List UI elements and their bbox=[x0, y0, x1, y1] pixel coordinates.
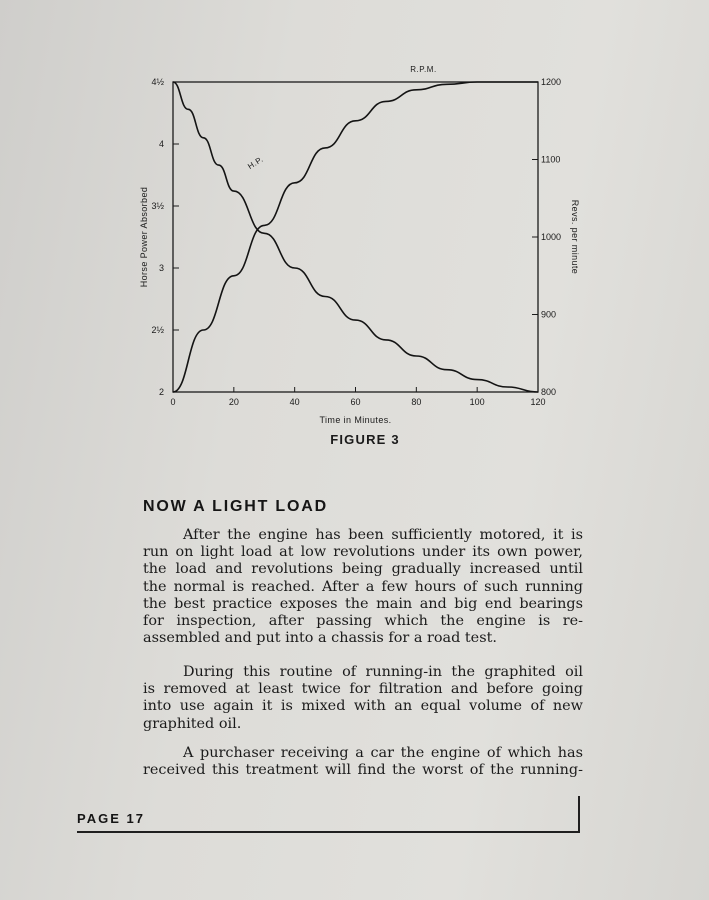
paragraph-1 bbox=[143, 527, 583, 647]
x-tick-label: 80 bbox=[411, 397, 422, 407]
paragraph-line: A purchaser receiving a car the engine of which has bbox=[183, 745, 583, 761]
y-tick-label-left: 2½ bbox=[151, 325, 164, 335]
footer-rule-vertical bbox=[578, 796, 580, 833]
paragraph-line: graphited oil. bbox=[143, 715, 242, 732]
x-tick-label: 40 bbox=[289, 397, 300, 407]
paragraph-3 bbox=[143, 745, 583, 779]
paragraph-line: received this treatment will find the worst of the running- bbox=[143, 762, 583, 779]
paragraph-line: into use again it is mixed with an equal volume of new bbox=[143, 698, 583, 715]
paragraph-line: for inspection, after passing which the engine is re- bbox=[143, 613, 583, 630]
x-tick-label: 100 bbox=[469, 397, 485, 407]
paragraph-line: run on light load at low revolutions under its own power, bbox=[143, 544, 583, 561]
paragraph-line: After the engine has been sufficiently motored, it is bbox=[183, 527, 583, 543]
chart-svg bbox=[120, 64, 600, 430]
x-tick-label: 20 bbox=[228, 397, 239, 407]
paragraph-2 bbox=[143, 664, 583, 733]
paragraph-line: assembled and put into a chassis for a road test. bbox=[143, 630, 497, 647]
y-tick-label-right: 900 bbox=[541, 309, 557, 320]
y-tick-label-left: 2 bbox=[158, 387, 164, 397]
y-axis-title-left: Horse Power Absorbed bbox=[139, 186, 149, 288]
figure-caption: FIGURE 3 bbox=[330, 432, 400, 447]
paragraph-line: During this routine of running-in the graphited oil bbox=[183, 664, 583, 680]
series-line-rpm bbox=[173, 82, 538, 392]
y-tick-label-left: 3 bbox=[158, 263, 164, 273]
x-tick-label: 60 bbox=[350, 397, 361, 407]
plot-frame bbox=[173, 82, 538, 392]
y-tick-label-right: 800 bbox=[541, 387, 557, 397]
y-tick-label-left: 3½ bbox=[151, 201, 164, 211]
series-label-rpm: R.P.M. bbox=[410, 64, 437, 74]
y-tick-label-left: 4½ bbox=[151, 77, 164, 87]
section-heading: NOW A LIGHT LOAD bbox=[143, 498, 328, 515]
x-tick-label: 0 bbox=[170, 397, 176, 407]
paragraph-line: the best practice exposes the main and big end bearings bbox=[143, 595, 583, 612]
figure-3-chart bbox=[120, 64, 600, 430]
x-axis-title: Time in Minutes. bbox=[319, 415, 392, 425]
y-axis-title-right: Revs. per minute bbox=[570, 199, 580, 275]
page-number: PAGE 17 bbox=[77, 811, 145, 826]
y-tick-label-right: 1200 bbox=[541, 77, 562, 87]
series-label-hp: H.P. bbox=[246, 154, 265, 172]
paragraph-line: the load and revolutions being gradually increased until bbox=[143, 561, 583, 578]
paragraph-line: is removed at least twice for filtration and before going bbox=[143, 681, 583, 698]
paragraph-line: the normal is reached. After a few hours of such running bbox=[143, 578, 583, 595]
footer-rule bbox=[77, 831, 580, 833]
x-tick-label: 120 bbox=[530, 397, 546, 407]
y-tick-label-left: 4 bbox=[158, 139, 164, 149]
series-line-hp bbox=[173, 82, 538, 392]
y-tick-label-right: 1000 bbox=[541, 232, 562, 242]
y-tick-label-right: 1100 bbox=[541, 154, 561, 165]
